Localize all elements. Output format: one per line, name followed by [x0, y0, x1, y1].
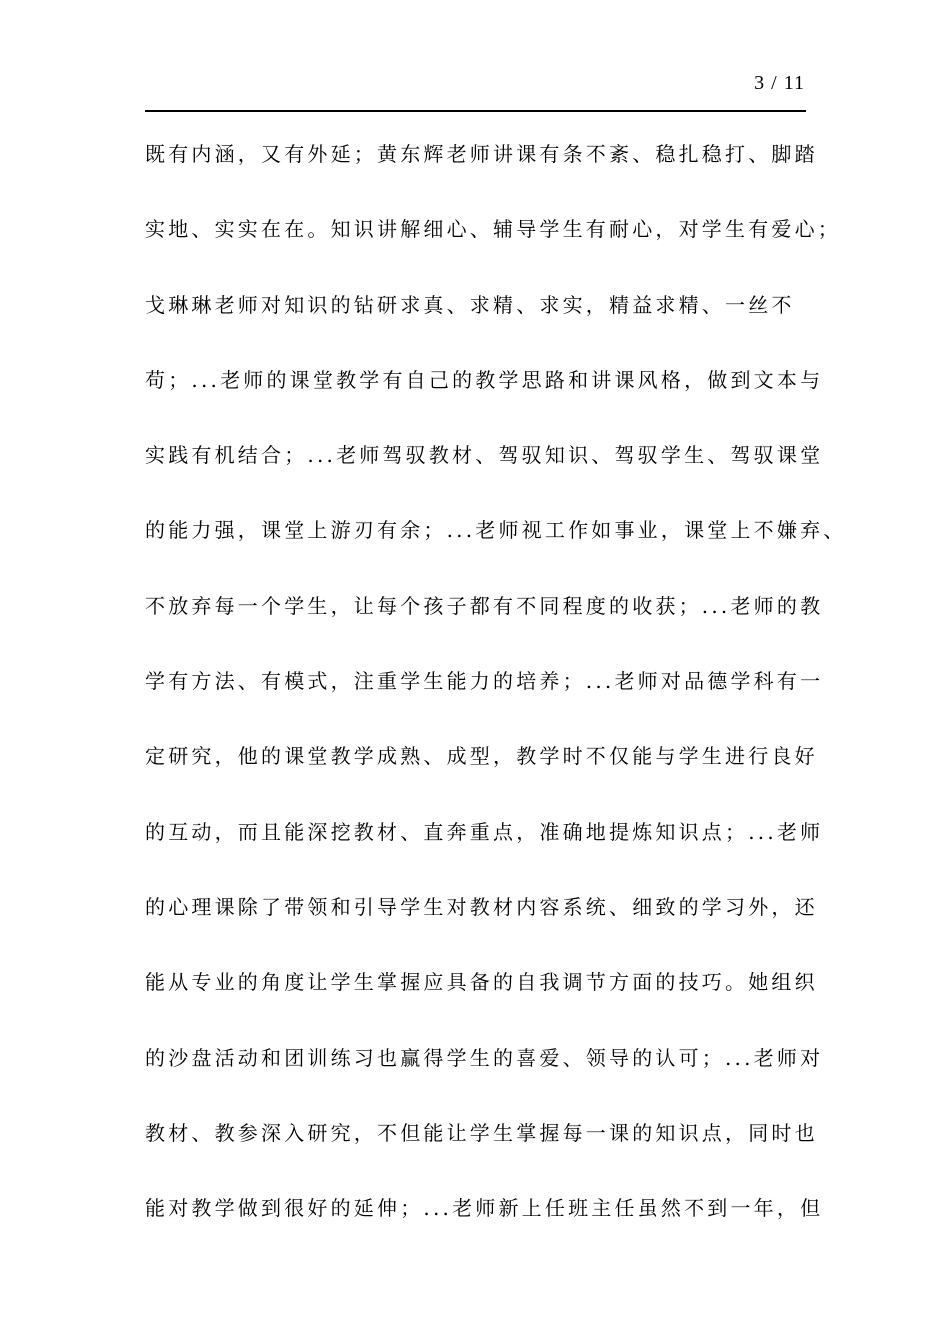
text-line: 能对教学做到很好的延伸；...老师新上任班主任虽然不到一年，但 [145, 1196, 824, 1221]
text-line: 教材、教参深入研究，不但能让学生掌握每一课的知识点，同时也 [145, 1120, 818, 1145]
text-line: 的能力强，课堂上游刃有余；...老师视工作如事业，课堂上不嫌弃、 [145, 518, 847, 543]
text-line: 不放弃每一个学生，让每个孩子都有不同程度的收获；...老师的教 [145, 593, 824, 618]
header-divider [145, 110, 806, 112]
text-line: 实践有机结合；...老师驾驭教材、驾驭知识、驾驭学生、驾驭课堂 [145, 443, 824, 468]
text-line: 苟；...老师的课堂教学有自己的教学思路和讲课风格，做到文本与 [145, 367, 824, 392]
text-line: 戈琳琳老师对知识的钻研求真、求精、求实，精益求精、一丝不 [145, 292, 795, 317]
text-line: 实地、实实在在。知识讲解细心、辅导学生有耐心，对学生有爱心； [145, 217, 841, 242]
text-line: 的心理课除了带领和引导学生对教材内容系统、细致的学习外，还 [145, 894, 818, 919]
text-line: 既有内涵，又有外延；黄东辉老师讲课有条不紊、稳扎稳打、脚踏 [145, 142, 818, 166]
text-line: 定研究，他的课堂教学成熟、成型，教学时不仅能与学生进行良好 [145, 744, 818, 769]
text-line: 学有方法、有模式，注重学生能力的培养；...老师对品德学科有一 [145, 669, 824, 694]
body-text [145, 134, 845, 1263]
page-number: 3 / 11 [754, 72, 805, 94]
text-line: 能从专业的角度让学生掌握应具备的自我调节方面的技巧。她组织 [145, 970, 818, 995]
text-line: 的互动，而且能深挖教材、直奔重点，准确地提炼知识点；...老师 [145, 819, 824, 844]
text-line: 的沙盘活动和团训练习也赢得学生的喜爱、领导的认可；...老师对 [145, 1045, 824, 1070]
